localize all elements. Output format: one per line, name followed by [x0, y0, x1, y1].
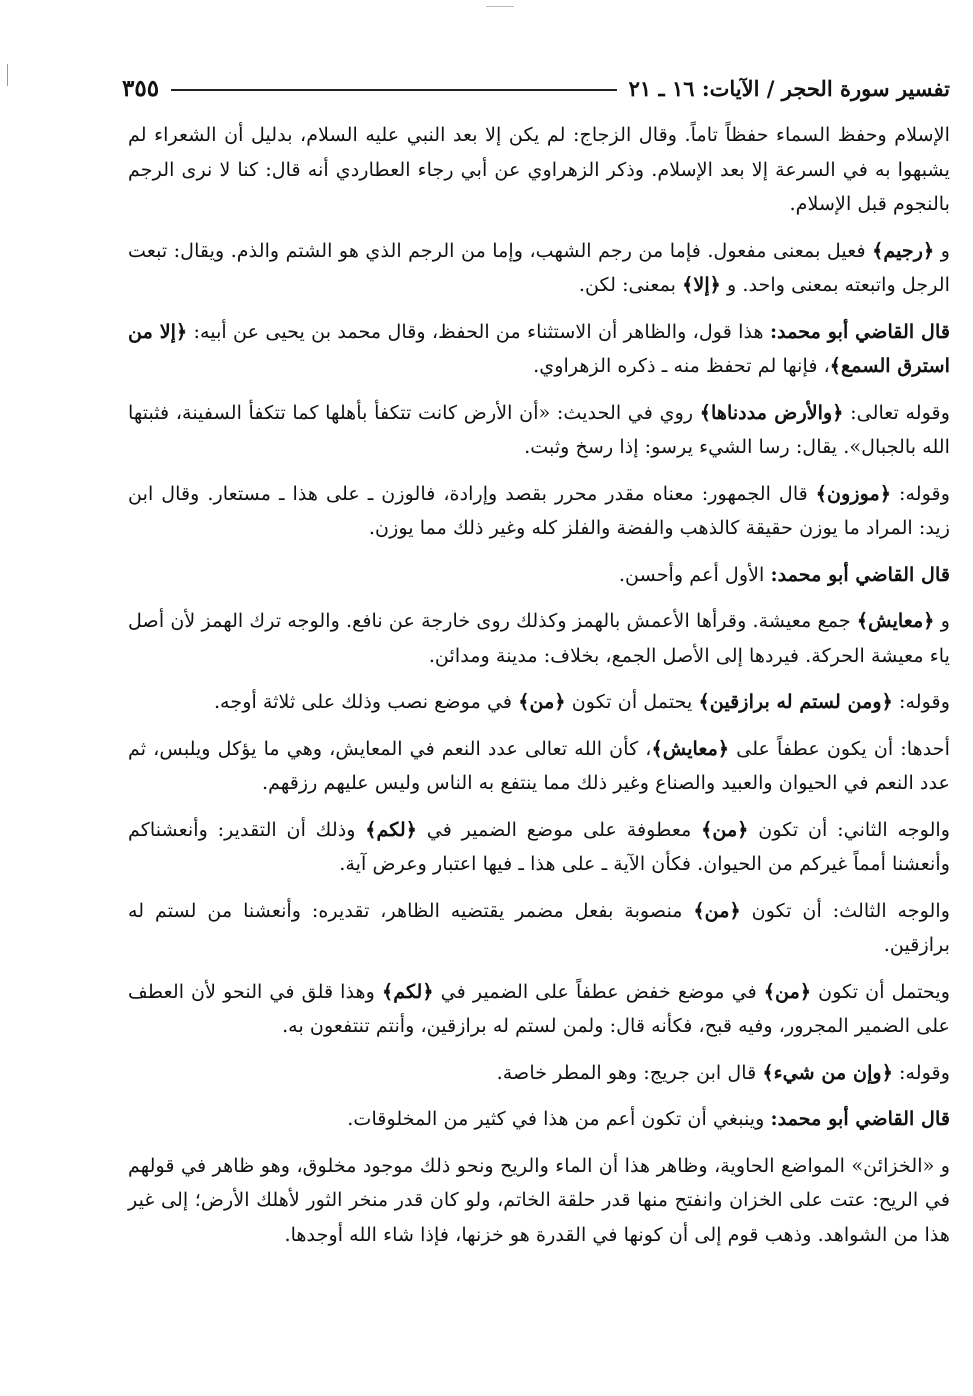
paragraph: [128, 315, 950, 384]
text-run: وقوله:: [892, 690, 950, 713]
text-run: في موضع نصب وذلك على ثلاثة أوجه.: [213, 690, 519, 713]
text-run: بمعنى: لكن.: [578, 273, 683, 296]
running-head: تفسير سورة الحجر / الآيات: ١٦ ـ ٢١: [628, 75, 950, 101]
text-run: وقوله تعالى:: [843, 400, 950, 424]
paragraph: [128, 975, 950, 1044]
page-number: ٣٥٥: [122, 74, 160, 102]
scan-mark-top: [486, 6, 514, 7]
text-run: قال الجمهور: معناه مقدر محرر بقصد وإرادة، فالوزن ـ على هذا ـ مستعار. وقال ابن زيد: المراد ما يوزن حقيقة كالذهب والفضة والفلز كله وغير ذلك مما يوزن.: [128, 481, 950, 539]
text-run: ، فإنها لم تحفظ منه ـ ذكره الزهراوي.: [533, 354, 830, 377]
paragraph: [128, 1102, 950, 1137]
bold-text-run: قال القاضي أبو محمد:: [770, 562, 950, 586]
paragraph: [128, 477, 950, 546]
bold-text-run: ﴿إلا من استرق السمع﴾: [128, 319, 950, 377]
page-body: [128, 118, 950, 1264]
paragraph: [128, 558, 950, 593]
bold-text-run: ﴿معايش﴾: [651, 736, 730, 760]
paragraph: [128, 1056, 950, 1091]
text-run: منصوبة بفعل مضمر يقتضيه الظاهر، تقديره: وأنعشنا من لستم له برازقين.: [128, 898, 950, 956]
text-run: جمع معيشة. وقرأها الأعمش بالهمز وكذلك روى خارجة عن نافع. والوجه ترك الهمز لأن أصل ياء معيشة الحركة. فيردها إلى الأصل الجمع، بخلاف: مدينة ومدائن.: [128, 609, 950, 667]
text-run: و: [934, 238, 950, 262]
text-run: و «الخزائن» المواضع الحاوية، وظاهر هذا أن الماء والريح ونحو ذلك موجود مخلوق، وهو ظاهر في قولهم في الريح: عتت على الخزان وانفتح منها قدر حلقة الخاتم، ولو كان قدر منخر الثور لأهلك الأرض؛ إلى غير هذا من الشواهد. وذهب قوم إلى أن كونها في القدرة هو خزنها، فإذا شاء الله أوجدها.: [128, 1153, 950, 1246]
bold-text-run: ﴿من﴾: [763, 979, 812, 1003]
text-run: وهذا قلق في النحو لأن العطف على الضمير المجرور، وفيه قبح، فكأنه قال: ولمن لستم له برازقين، وأنتم تنتفعون به.: [128, 979, 950, 1037]
text-run: الأول أعم وأحسن.: [618, 562, 771, 586]
text-run: والوجه الثاني: أن تكون: [748, 817, 951, 841]
paragraph: [128, 813, 950, 882]
text-run: فعيل بمعنى مفعول. فإما من رجم الشهب، وإما من الرجم الذي هو الشتم والذم. ويقال: تبعت الرجل واتبعته بمعنى واحد. و: [128, 238, 950, 296]
paragraph: [128, 118, 950, 222]
bold-text-run: ﴿ومن لستم له برازقين﴾: [698, 690, 893, 713]
bold-text-run: ﴿لكم﴾: [381, 979, 434, 1003]
text-run: الإسلام وحفظ السماء حفظاً تاماً. وقال الزجاج: لم يكن إلا بعد النبي عليه السلام، بدليل أن الشعراء لم يشبهوا به في السرعة إلا بعد الإسلام. وذكر الزهراوي عن أبي رجاء العطاردي أنه قال: كنا لا نرى الرجم بالنجوم قبل الإسلام.: [128, 123, 950, 215]
scan-mark-left: [7, 64, 8, 86]
paragraph: [128, 234, 950, 303]
bold-text-run: قال القاضي أبو محمد:: [769, 319, 950, 343]
paragraph: [128, 604, 950, 673]
text-run: وقوله:: [891, 481, 950, 505]
text-run: وقوله:: [892, 1060, 950, 1084]
paragraph: [128, 396, 950, 465]
text-run: معطوفة على موضع الضمير في: [416, 817, 702, 841]
text-run: ويحتمل أن تكون: [811, 979, 950, 1003]
text-run: أحدها: أن يكون عطفاً على: [729, 736, 950, 760]
header-rule: [171, 89, 617, 91]
text-run: روي في الحديث: «أن الأرض كانت تتكفأ بأهلها كما تتكفأ السفينة، فثبتها الله بالجبال». يقال: رسا الشيء يرسو: إذا رسخ وثبت.: [128, 400, 950, 458]
bold-text-run: ﴿من﴾: [518, 690, 566, 713]
text-run: وينبغي أن تكون أعم من هذا في كثير من المخلوقات.: [347, 1107, 771, 1130]
paragraph: [128, 894, 950, 963]
bold-text-run: ﴿موزون﴾: [815, 481, 892, 505]
text-run: ، كأن الله تعالى عدد النعم في المعايش، وهي ما يؤكل ويلبس، ثم عدد النعم في الحيوان والعبيد والصناع وغير ذلك مما ينتفع به الناس وليس عليهم رزقهم.: [128, 736, 950, 794]
text-run: قال ابن جريج: وهو المطر خاصة.: [496, 1060, 763, 1084]
bold-text-run: ﴿من﴾: [693, 898, 741, 922]
text-run: في موضع خفض عطفاً على الضمير في: [433, 979, 764, 1003]
paragraph: [128, 1149, 950, 1253]
bold-text-run: ﴿وإن من شيء﴾: [762, 1060, 893, 1084]
text-run: و: [934, 609, 950, 632]
bold-text-run: ﴿لكم﴾: [365, 817, 417, 841]
text-run: هذا قول، والظاهر أن الاستثناء من الحفظ، وقال محمد بن يحيى عن أبيه:: [187, 319, 770, 343]
bold-text-run: ﴿رجيم﴾: [872, 238, 935, 262]
bold-text-run: ﴿والأرض مددناها﴾: [699, 400, 844, 424]
page-header: [122, 68, 950, 108]
text-run: والوجه الثالث: أن تكون: [740, 898, 950, 922]
bold-text-run: ﴿من﴾: [701, 817, 749, 841]
text-run: يحتمل أن تكون: [565, 690, 699, 713]
paragraph: [128, 685, 950, 720]
bold-text-run: قال القاضي أبو محمد:: [770, 1107, 950, 1130]
text-run: وذلك أن التقدير: وأنعشناكم وأنعشنا أمماً غيركم من الحيوان. فكأن الآية ـ على هذا ـ فيها اعتبار وعرض آية.: [128, 817, 950, 875]
paragraph: [128, 732, 950, 801]
bold-text-run: ﴿معايش﴾: [856, 609, 935, 632]
bold-text-run: ﴿إلا﴾: [682, 273, 721, 296]
